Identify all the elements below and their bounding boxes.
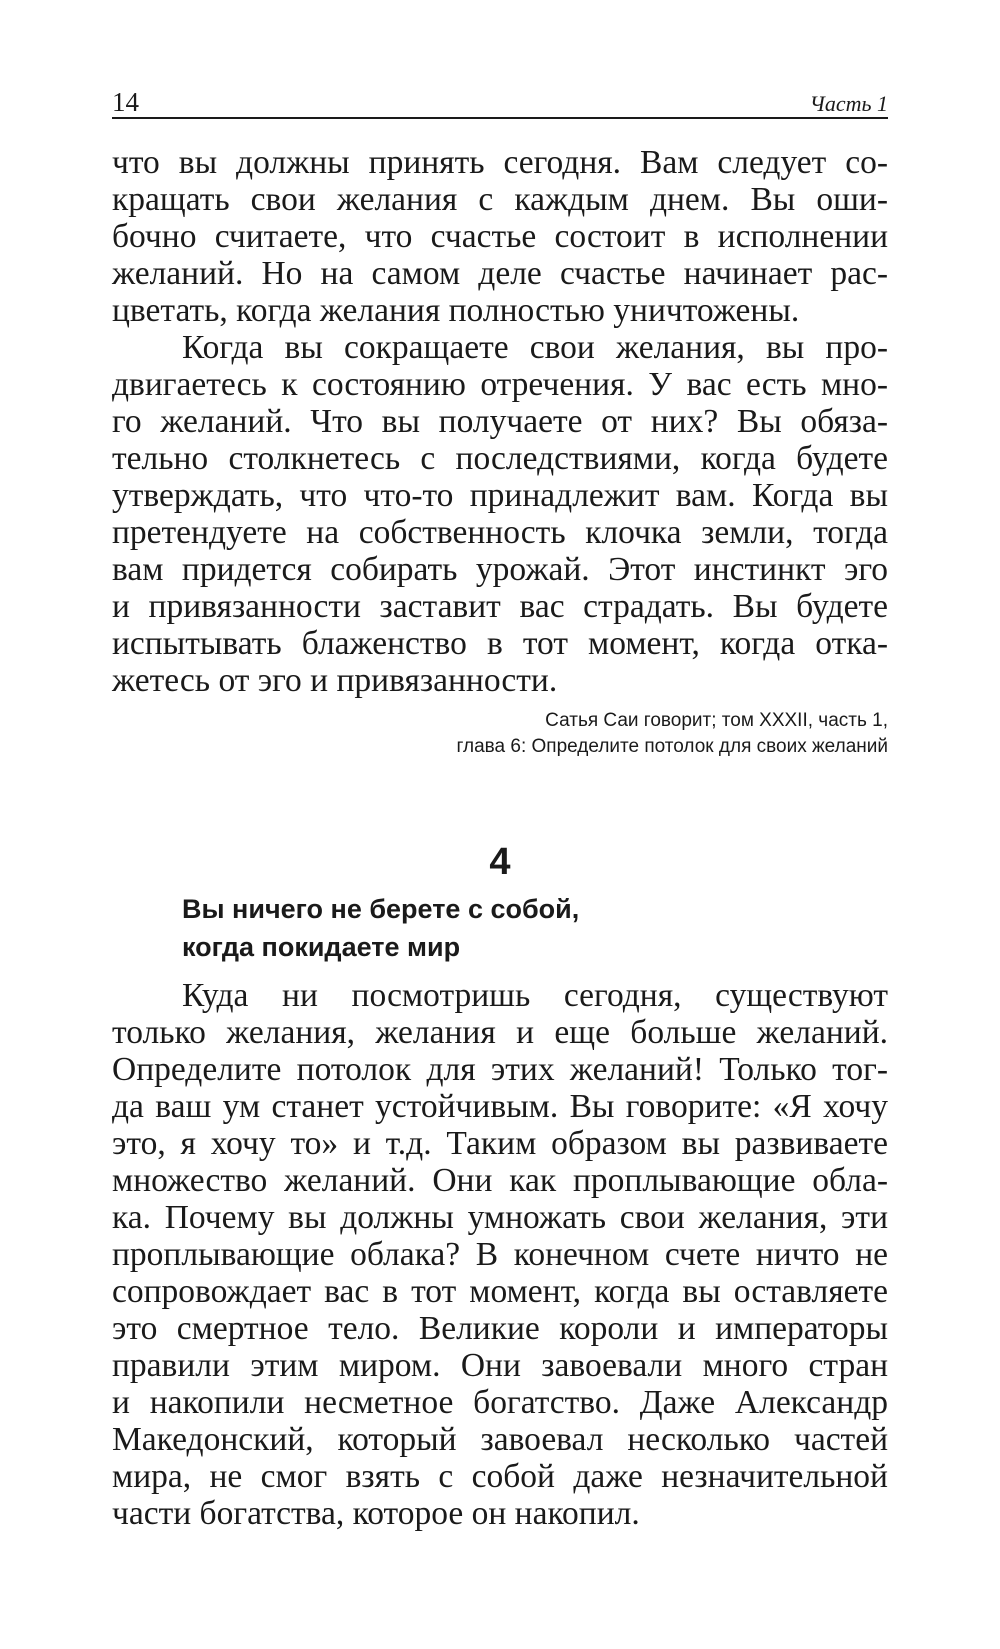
text-line: вам придется собирать урожай. Этот инстинкт эго — [112, 551, 888, 588]
header-rule — [112, 117, 888, 119]
text-line: Куда ни посмотришь сегодня, существуют — [182, 977, 888, 1014]
page-number: 14 — [112, 87, 139, 117]
chapter-number: 4 — [489, 841, 511, 883]
text-line: двигаетесь к состоянию отречения. У вас есть мно- — [112, 366, 888, 403]
text-line: испытывать блаженство в тот момент, когда отка- — [112, 625, 888, 662]
chapter-title: когда покидаете мир — [182, 932, 461, 962]
text-line: утверждать, что что-то принадлежит вам. Когда вы — [112, 477, 888, 514]
running-header — [112, 86, 888, 118]
text-line: мира, не смог взять с собой даже незначительной — [112, 1458, 888, 1495]
text-line: что вы должны принять сегодня. Вам следует со- — [112, 144, 888, 181]
text-line: Когда вы сокращаете свои желания, вы про- — [182, 329, 888, 366]
text-line: и привязанности заставит вас страдать. Вы будете — [112, 588, 888, 625]
text-line: жетесь от эго и привязанности. — [112, 662, 558, 699]
text-line: бочно считаете, что счастье состоит в исполнении — [112, 218, 888, 255]
text-line: проплывающие облака? В конечном счете ничто не — [112, 1236, 888, 1273]
text-line: сопровождает вас в тот момент, когда вы оставляете — [112, 1273, 888, 1310]
text-line: части богатства, которое он накопил. — [112, 1495, 640, 1532]
text-line: претендуете на собственность клочка земли, тогда — [112, 514, 888, 551]
text-line: желаний. Но на самом деле счастье начинает рас- — [112, 255, 888, 292]
text-line: и накопили несметное богатство. Даже Александр — [112, 1384, 888, 1421]
text-line: го желаний. Что вы получаете от них? Вы обяза- — [112, 403, 888, 440]
running-head: Часть 1 — [809, 91, 888, 116]
text-line: Определите потолок для этих желаний! Только тог- — [112, 1051, 888, 1088]
text-line: это смертное тело. Великие короли и императоры — [112, 1310, 888, 1347]
chapter-title: Вы ничего не берете с собой, — [182, 894, 580, 924]
text-line: ка. Почему вы должны умножать свои желания, эти — [112, 1199, 888, 1236]
text-line: кращать свои желания с каждым днем. Вы оши- — [112, 181, 888, 218]
text-line: это, я хочу то» и т.д. Таким образом вы развиваете — [112, 1125, 888, 1162]
citation-line: глава 6: Определите потолок для своих желаний — [456, 736, 888, 757]
text-line: да ваш ум станет устойчивым. Вы говорите: «Я хочу — [112, 1088, 888, 1125]
citation-line: Сатья Саи говорит; том XXXII, часть 1, — [545, 710, 888, 731]
text-line: правили этим миром. Они завоевали много стран — [112, 1347, 888, 1384]
text-line: тельно столкнетесь с последствиями, когда будете — [112, 440, 888, 477]
text-line: цветать, когда желания полностью уничтожены. — [112, 292, 800, 329]
text-line: только желания, желания и еще больше желаний. — [112, 1014, 888, 1051]
text-line: множество желаний. Они как проплывающие обла- — [112, 1162, 888, 1199]
text-line: Македонский, который завоевал несколько частей — [112, 1421, 888, 1458]
